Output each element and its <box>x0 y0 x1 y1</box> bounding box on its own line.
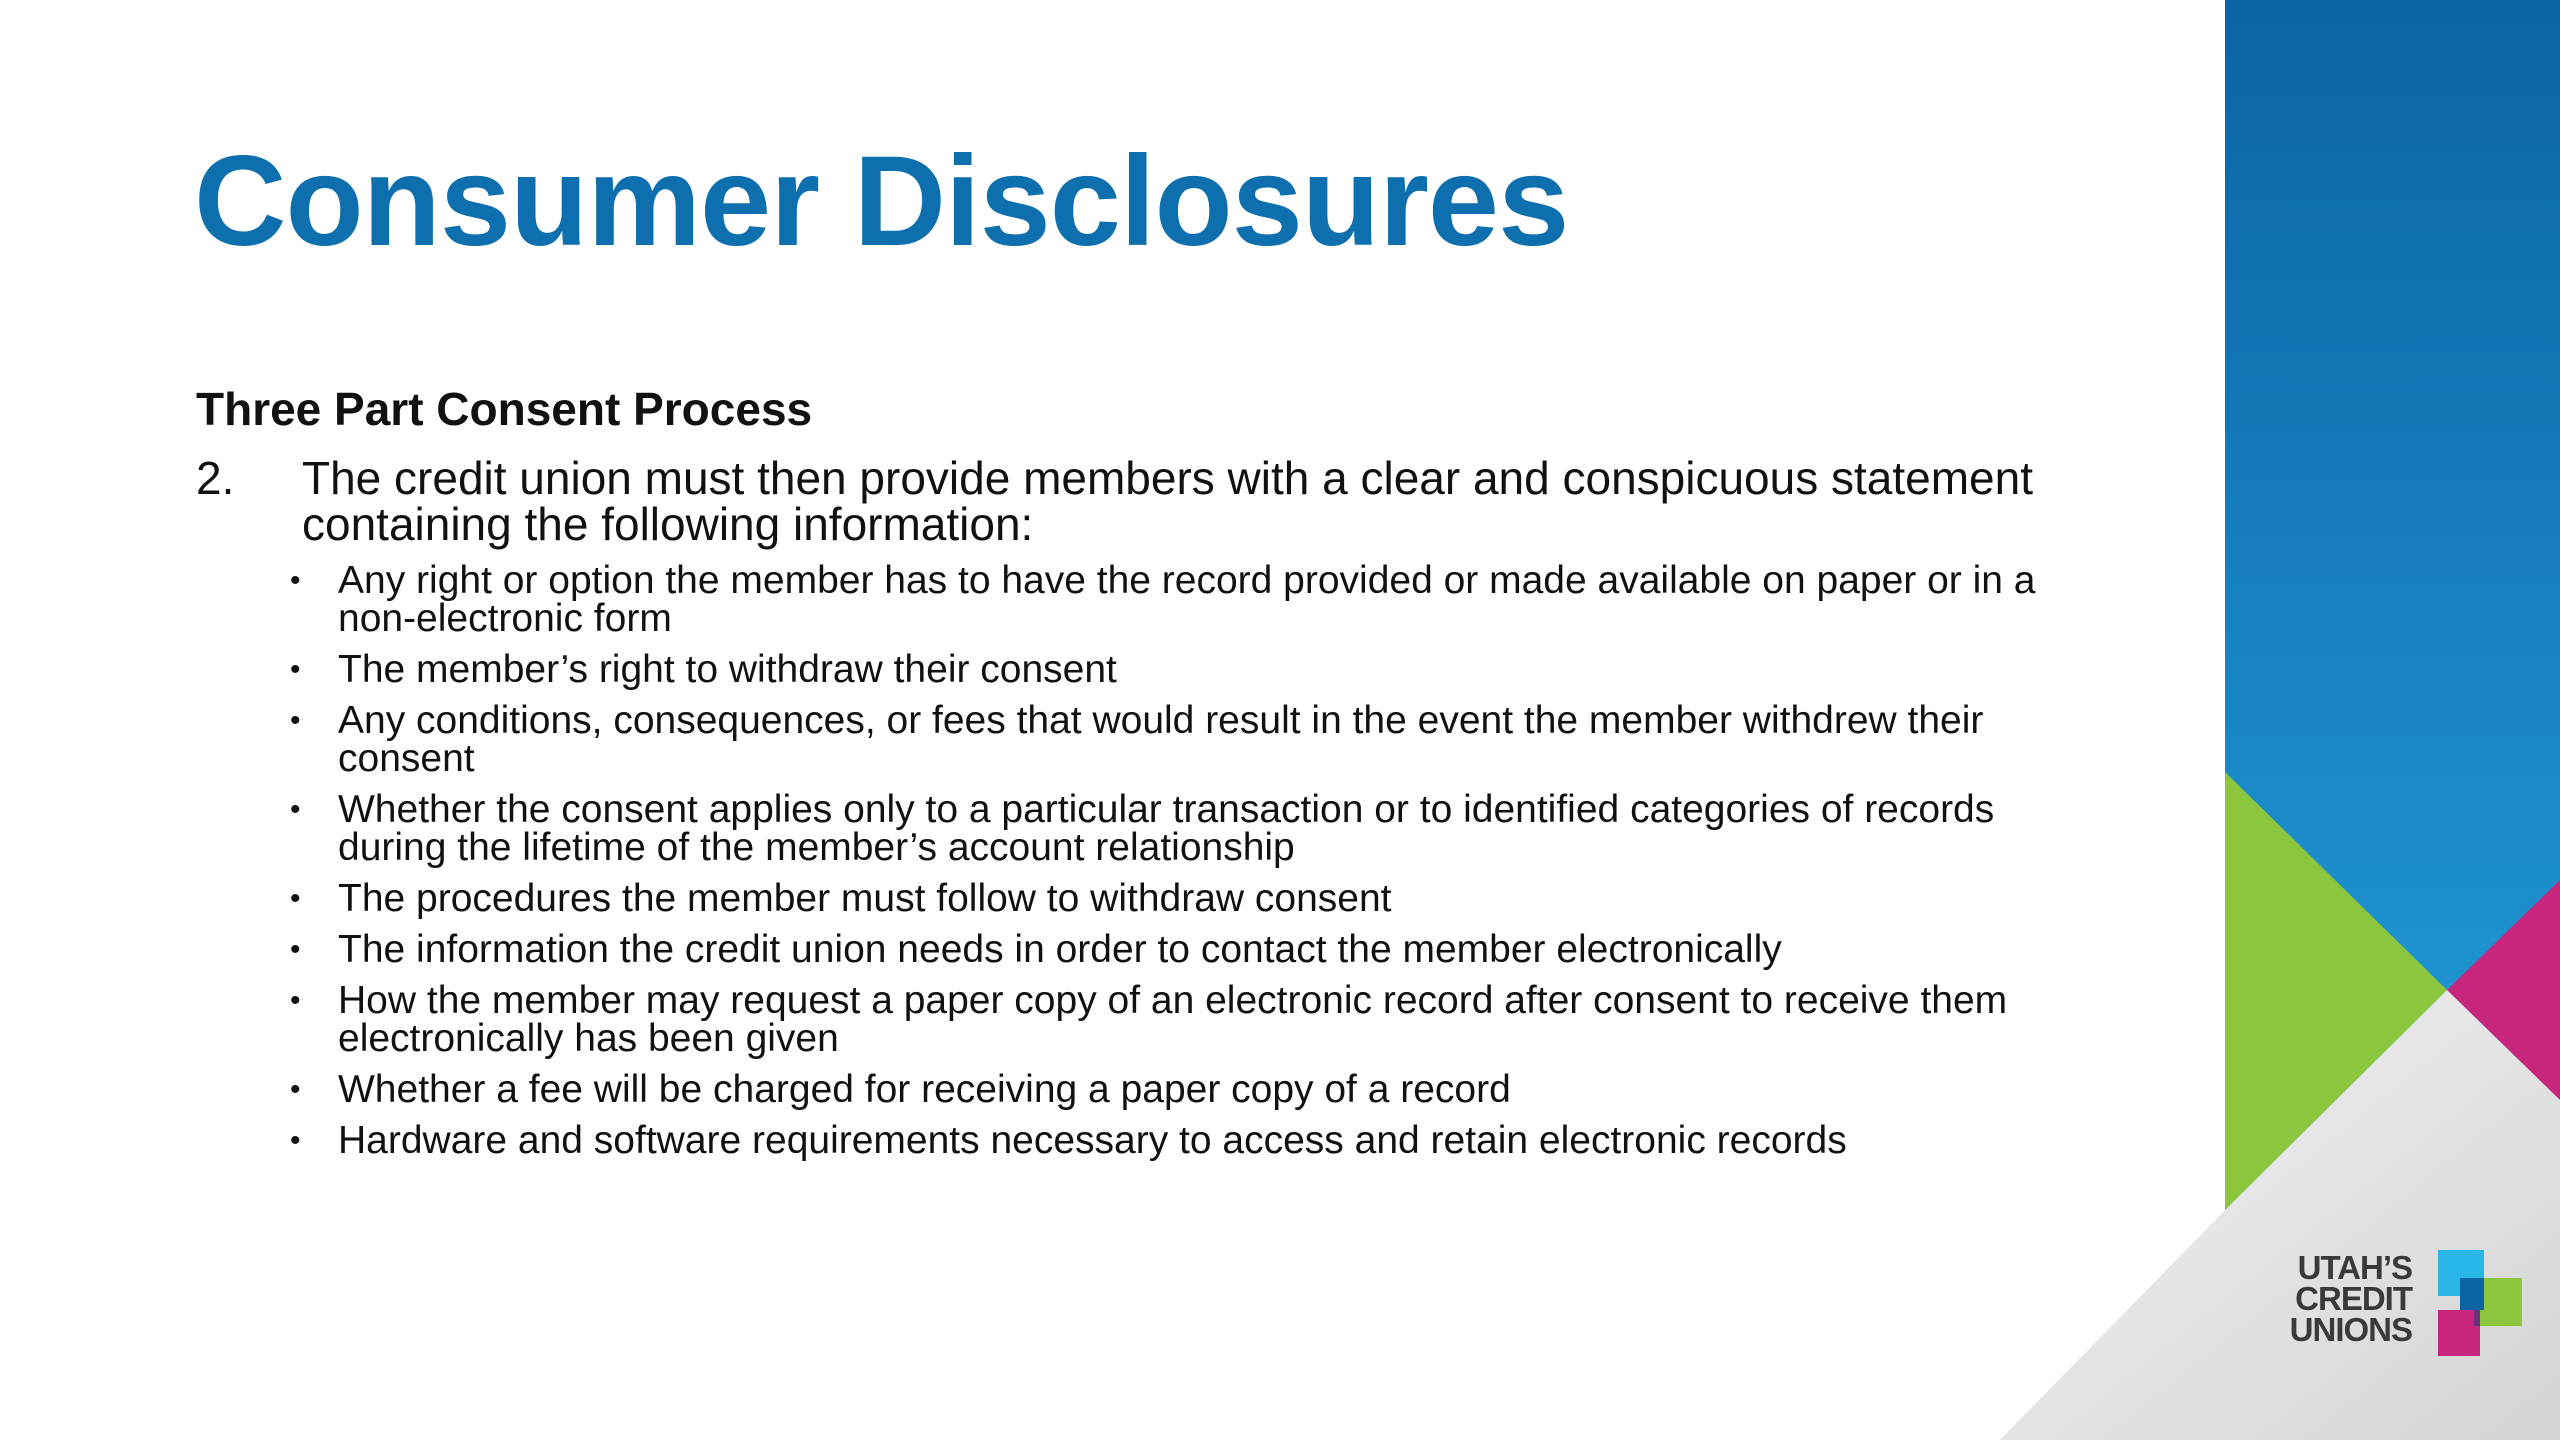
bullet-icon: • <box>290 653 301 686</box>
item-number: 2. <box>196 452 235 504</box>
bullet-item <box>290 788 2060 869</box>
bullet-icon: • <box>290 704 301 737</box>
bullet-item <box>290 979 2060 1060</box>
bullet-text: The procedures the member must follow to withdraw consent <box>338 877 1392 920</box>
bullet-item <box>290 1119 2060 1162</box>
bullet-text: Whether the consent applies only to a particular transaction or to identified categories of records during the lifetime of the member’s account relationship <box>338 788 1995 869</box>
bullet-icon: • <box>290 1073 301 1106</box>
bullet-text: The member’s right to withdraw their consent <box>338 648 1117 691</box>
bullet-text: Any right or option the member has to have the record provided or made available on paper or in a non-electronic form <box>338 559 2036 640</box>
item-text: The credit union must then provide members with a clear and conspicuous statement containing the following information: <box>302 452 2033 550</box>
logo-line-2: CREDIT <box>2295 1280 2412 1317</box>
bullet-item <box>290 1068 2060 1111</box>
bullet-text: The information the credit union needs in order to contact the member electronically <box>338 928 1782 971</box>
bullet-icon: • <box>290 984 301 1017</box>
bullet-list <box>290 559 2060 1173</box>
bullet-icon: • <box>290 564 301 597</box>
logo-line-3: UNIONS <box>2289 1311 2412 1348</box>
bullet-icon: • <box>290 882 301 915</box>
bullet-item <box>290 648 2060 691</box>
logo-squares-icon <box>2436 1248 2524 1360</box>
slide-title: Consumer Disclosures <box>194 130 1569 273</box>
bullet-item <box>290 699 2060 780</box>
bullet-item <box>290 928 2060 971</box>
logo-wordmark <box>2289 1249 2412 1348</box>
bullet-item <box>290 877 2060 920</box>
utahs-credit-unions-logo <box>2268 1240 2524 1360</box>
logo-line-1: UTAH’S <box>2297 1249 2412 1286</box>
bullet-text: Whether a fee will be charged for receiving a paper copy of a record <box>338 1068 1511 1111</box>
bullet-text: Hardware and software requirements necessary to access and retain electronic records <box>338 1119 1847 1162</box>
bullet-text: How the member may request a paper copy of an electronic record after consent to receive them electronically has been given <box>338 979 2008 1060</box>
bullet-icon: • <box>290 933 301 966</box>
bullet-icon: • <box>290 793 301 826</box>
bullet-icon: • <box>290 1124 301 1157</box>
bullet-item <box>290 559 2060 640</box>
bullet-text: Any conditions, consequences, or fees that would result in the event the member withdrew their consent <box>338 699 1984 780</box>
section-subtitle: Three Part Consent Process <box>196 383 813 435</box>
